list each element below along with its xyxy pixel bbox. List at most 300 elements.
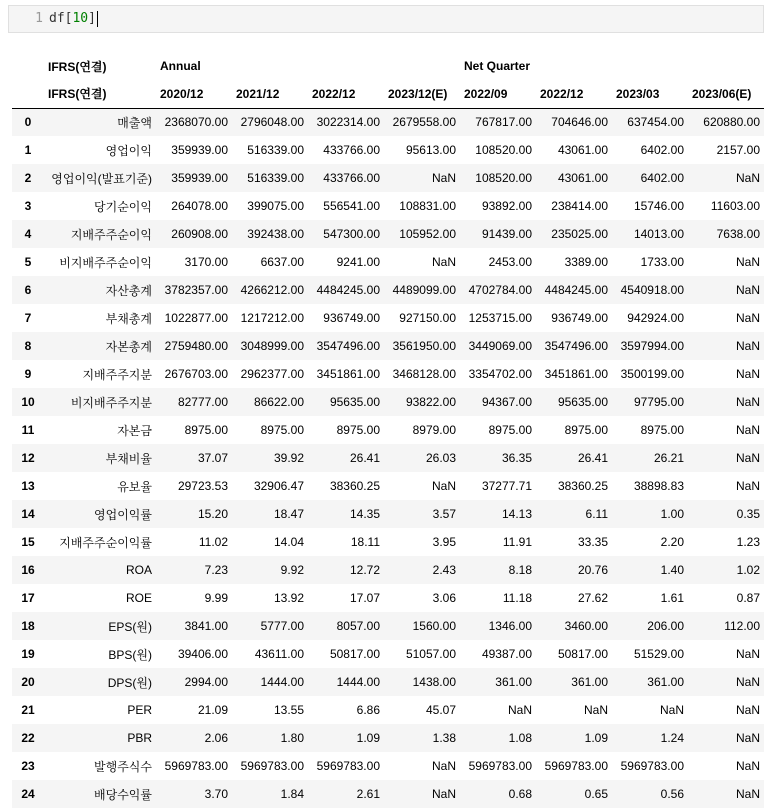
table-cell: 3451861.00 <box>316 367 380 381</box>
row-index: 20 <box>21 675 35 689</box>
row-index: 14 <box>21 507 35 521</box>
table-cell: 3170.00 <box>184 255 228 269</box>
table-cell: 1.09 <box>584 731 608 745</box>
header-index-name: IFRS(연결) <box>44 80 156 108</box>
table-cell: 2962377.00 <box>240 367 304 381</box>
table-cell: 3841.00 <box>184 619 228 633</box>
table-cell: 361.00 <box>495 675 532 689</box>
table-cell: 927150.00 <box>399 311 456 325</box>
table-cell: 936749.00 <box>323 311 380 325</box>
table-cell: NaN <box>431 759 456 773</box>
table-cell: 3500199.00 <box>620 367 684 381</box>
table-cell: NaN <box>735 703 760 717</box>
row-label: 당기순이익 <box>94 199 152 214</box>
table-cell: NaN <box>735 451 760 465</box>
table-row <box>12 640 764 668</box>
row-label: 지배주주순이익률 <box>59 535 152 550</box>
table-cell: 36.35 <box>501 451 532 465</box>
row-label: 부채비율 <box>105 451 152 466</box>
table-cell: 8975.00 <box>564 423 608 437</box>
table-cell: 1.84 <box>280 787 304 801</box>
table-cell: NaN <box>735 787 760 801</box>
table-cell: 26.41 <box>349 451 380 465</box>
table-cell: 433766.00 <box>323 143 380 157</box>
header-group-net-quarter: Net Quarter <box>464 59 531 73</box>
table-cell: 13.55 <box>273 703 304 717</box>
table-cell: 1.38 <box>432 731 456 745</box>
row-index: 6 <box>24 283 32 297</box>
table-cell: 37277.71 <box>481 479 532 493</box>
table-cell: 238414.00 <box>551 199 608 213</box>
table-row <box>12 696 764 724</box>
code-suffix: ] <box>88 11 96 26</box>
header-blank <box>612 52 688 80</box>
table-cell: 105952.00 <box>399 227 456 241</box>
table-cell: 27.62 <box>577 591 608 605</box>
table-cell: 4266212.00 <box>240 283 304 297</box>
table-row <box>12 276 764 304</box>
table-cell: 33.35 <box>577 535 608 549</box>
table-cell: NaN <box>735 479 760 493</box>
row-index: 15 <box>21 535 35 549</box>
table-cell: 38898.83 <box>633 479 684 493</box>
table-cell: 49387.00 <box>481 647 532 661</box>
table-row <box>12 304 764 332</box>
table-cell: 2679558.00 <box>392 115 456 130</box>
table-cell: 2.20 <box>660 535 684 549</box>
table-cell: 0.56 <box>660 787 684 801</box>
row-label: 발행주식수 <box>94 759 152 774</box>
row-index: 23 <box>21 759 35 773</box>
table-cell: 620880.00 <box>703 115 760 130</box>
row-index: 8 <box>24 339 32 353</box>
table-cell: 1022877.00 <box>164 311 228 325</box>
table-cell: 361.00 <box>647 675 684 689</box>
table-cell: 2.43 <box>432 563 456 577</box>
header-blank <box>308 52 384 80</box>
table-cell: 1.40 <box>660 563 684 577</box>
row-label: 지배주주지분 <box>82 367 152 382</box>
row-index: 11 <box>21 423 35 437</box>
table-cell: 39406.00 <box>177 647 228 661</box>
table-cell: 3.06 <box>432 591 456 605</box>
header-blank <box>384 52 460 80</box>
header-blank <box>536 52 612 80</box>
table-cell: 361.00 <box>571 675 608 689</box>
table-cell: 43061.00 <box>557 171 608 185</box>
row-label: 자산총계 <box>105 283 152 298</box>
table-cell: 95635.00 <box>557 395 608 409</box>
table-cell: 3.70 <box>204 787 228 801</box>
table-cell: 11.18 <box>502 591 532 605</box>
table-row <box>12 108 764 136</box>
code-cell-input[interactable] <box>8 5 764 33</box>
table-cell: 8979.00 <box>412 423 456 437</box>
row-index: 22 <box>21 731 35 745</box>
table-cell: NaN <box>735 647 760 661</box>
table-cell: 91439.00 <box>481 227 532 241</box>
table-cell: NaN <box>735 171 760 185</box>
table-cell: 108520.00 <box>475 171 532 185</box>
code-editor[interactable] <box>49 6 96 32</box>
table-cell: 1733.00 <box>640 255 684 269</box>
table-cell: 767817.00 <box>475 115 532 130</box>
row-index: 0 <box>24 115 32 130</box>
table-row <box>12 780 764 808</box>
column-header: 2023/03 <box>612 80 688 108</box>
table-cell: 1253715.00 <box>468 311 532 325</box>
table-cell: NaN <box>431 255 456 269</box>
code-index-number: 10 <box>72 11 89 26</box>
row-label: DPS(원) <box>107 675 152 690</box>
table-cell: 0.35 <box>736 507 760 521</box>
table-cell: 8975.00 <box>184 423 228 437</box>
row-label: 배당수익률 <box>94 787 152 802</box>
table-cell: 5969783.00 <box>468 759 532 773</box>
table-cell: 50817.00 <box>557 647 608 661</box>
table-cell: 3354702.00 <box>468 367 532 381</box>
table-cell: 6402.00 <box>640 143 684 157</box>
table-cell: 94367.00 <box>481 395 532 409</box>
table-cell: 3468128.00 <box>392 367 456 381</box>
table-cell: 95635.00 <box>329 395 380 409</box>
row-label: 자본금 <box>117 423 152 438</box>
row-label: 지배주주순이익 <box>70 227 152 242</box>
row-index: 5 <box>24 255 32 269</box>
table-row <box>12 164 764 192</box>
table-cell: 206.00 <box>647 619 684 633</box>
table-cell: 17.07 <box>349 591 380 605</box>
table-cell: 0.65 <box>584 787 608 801</box>
table-cell: 8057.00 <box>336 619 380 633</box>
table-body <box>12 108 764 808</box>
table-row <box>12 192 764 220</box>
table-cell: 547300.00 <box>323 227 380 241</box>
header-row-groups <box>12 52 764 80</box>
table-cell: 112.00 <box>724 619 760 633</box>
table-cell: 8975.00 <box>336 423 380 437</box>
row-index: 10 <box>21 395 35 409</box>
table-cell: 45.07 <box>425 703 456 717</box>
table-cell: 0.68 <box>508 787 532 801</box>
header-blank <box>688 52 764 80</box>
table-cell: 3048999.00 <box>240 339 304 353</box>
table-cell: 556541.00 <box>323 199 380 213</box>
table-row <box>12 472 764 500</box>
row-index: 1 <box>24 143 32 157</box>
row-index: 17 <box>21 591 35 605</box>
table-cell: 1.00 <box>660 507 684 521</box>
table-cell: NaN <box>735 367 760 381</box>
row-label: 매출액 <box>117 115 152 130</box>
table-cell: 21.09 <box>197 703 228 717</box>
row-label: PER <box>127 703 152 717</box>
table-cell: 6402.00 <box>640 171 684 185</box>
table-cell: NaN <box>735 395 760 409</box>
table-cell: 1.24 <box>660 731 684 745</box>
table-cell: 5969783.00 <box>316 759 380 773</box>
table-cell: 18.11 <box>350 535 380 549</box>
table-cell: 6.11 <box>585 507 608 521</box>
table-cell: 14.35 <box>349 507 380 521</box>
table-cell: 50817.00 <box>329 647 380 661</box>
table-cell: 9.99 <box>204 591 228 605</box>
table-row <box>12 416 764 444</box>
table-cell: 1.23 <box>736 535 760 549</box>
table-cell: 7638.00 <box>716 227 760 241</box>
table-cell: 637454.00 <box>627 115 684 130</box>
table-cell: 32906.47 <box>253 479 304 493</box>
table-cell: 3449069.00 <box>468 339 532 353</box>
table-cell: 3561950.00 <box>392 339 456 353</box>
table-cell: 704646.00 <box>551 115 608 130</box>
table-row <box>12 444 764 472</box>
column-header: 2023/12(E) <box>384 80 460 108</box>
table-row <box>12 528 764 556</box>
table-cell: 3547496.00 <box>544 339 608 353</box>
table-cell: NaN <box>735 255 760 269</box>
table-cell: 7.23 <box>204 563 228 577</box>
row-label: 비지배주주순이익 <box>59 255 152 270</box>
table-cell: 3022314.00 <box>316 115 380 130</box>
table-cell: 9.92 <box>280 563 304 577</box>
table-cell: 5969783.00 <box>620 759 684 773</box>
table-cell: 399075.00 <box>247 199 304 213</box>
table-cell: 2.61 <box>356 787 380 801</box>
table-cell: 4702784.00 <box>468 283 532 297</box>
table-cell: 38360.25 <box>557 479 608 493</box>
table-cell: 20.76 <box>577 563 608 577</box>
table-row <box>12 220 764 248</box>
table-cell: NaN <box>735 423 760 437</box>
row-index: 3 <box>24 199 32 213</box>
row-index: 13 <box>21 479 35 493</box>
table-cell: 0.87 <box>736 591 760 605</box>
table-cell: 29723.53 <box>177 479 228 493</box>
row-label: ROE <box>125 591 152 605</box>
table-cell: 942924.00 <box>627 311 684 325</box>
table-cell: 433766.00 <box>323 171 380 185</box>
table-cell: 26.03 <box>425 451 456 465</box>
table-cell: 6.86 <box>356 703 380 717</box>
table-cell: NaN <box>507 703 532 717</box>
table-cell: 3.95 <box>432 535 456 549</box>
column-header: 2021/12 <box>232 80 308 108</box>
table-row <box>12 136 764 164</box>
table-cell: 3782357.00 <box>164 283 228 297</box>
table-cell: 264078.00 <box>171 199 228 213</box>
table-cell: 2157.00 <box>716 143 760 157</box>
table-row <box>12 332 764 360</box>
table-cell: 2676703.00 <box>164 367 228 381</box>
table-row <box>12 752 764 780</box>
table-cell: 3451861.00 <box>544 367 608 381</box>
table-cell: 26.41 <box>577 451 608 465</box>
table-cell: 260908.00 <box>171 227 228 241</box>
header-index-corner <box>12 80 44 108</box>
table-cell: 4540918.00 <box>620 283 684 297</box>
table-cell: 39.92 <box>273 451 304 465</box>
table-cell: 11.91 <box>502 535 532 549</box>
table-cell: NaN <box>735 675 760 689</box>
table-row <box>12 360 764 388</box>
table-cell: 9241.00 <box>336 255 380 269</box>
table-cell: 43611.00 <box>254 647 304 661</box>
row-label: 영업이익률 <box>94 507 152 522</box>
table-cell: 15746.00 <box>633 199 684 213</box>
table-cell: 95613.00 <box>405 143 456 157</box>
table-cell: 2453.00 <box>488 255 532 269</box>
row-label: ROA <box>125 563 152 577</box>
table-cell: 359939.00 <box>171 171 228 185</box>
table-cell: 2796048.00 <box>240 115 304 130</box>
table-cell: 14.13 <box>501 507 532 521</box>
table-cell: NaN <box>431 787 456 801</box>
row-index: 21 <box>21 703 35 717</box>
column-header: 2020/12 <box>156 80 232 108</box>
table-cell: 8975.00 <box>640 423 684 437</box>
table-cell: NaN <box>735 759 760 773</box>
table-cell: 1.08 <box>508 731 532 745</box>
table-cell: 5969783.00 <box>544 759 608 773</box>
table-cell: 1346.00 <box>488 619 532 633</box>
table-row <box>12 584 764 612</box>
table-cell: 1.80 <box>280 731 304 745</box>
table-cell: NaN <box>431 171 456 185</box>
table-cell: 1.02 <box>736 563 760 577</box>
header-blank <box>232 52 308 80</box>
table-row <box>12 500 764 528</box>
table-cell: 1.61 <box>660 591 684 605</box>
table-cell: 3597994.00 <box>620 339 684 353</box>
table-cell: 11.02 <box>198 535 228 549</box>
table-row <box>12 724 764 752</box>
table-cell: 93822.00 <box>405 395 456 409</box>
row-index: 4 <box>24 227 32 241</box>
table-cell: 82777.00 <box>177 395 228 409</box>
table-cell: 13.92 <box>273 591 304 605</box>
table-cell: 43061.00 <box>557 143 608 157</box>
table-cell: 2994.00 <box>184 675 228 689</box>
row-label: EPS(원) <box>108 619 152 634</box>
table-row <box>12 668 764 696</box>
text-cursor <box>97 11 98 27</box>
table-cell: 38360.25 <box>329 479 380 493</box>
table-cell: 1560.00 <box>412 619 456 633</box>
table-row <box>12 556 764 584</box>
table-cell: NaN <box>735 731 760 745</box>
table-cell: NaN <box>735 311 760 325</box>
table-cell: 15.20 <box>197 507 228 521</box>
row-label: 비지배주주지분 <box>70 395 152 410</box>
dataframe-output-table <box>12 52 764 808</box>
table-cell: 516339.00 <box>247 171 304 185</box>
table-cell: 8975.00 <box>488 423 532 437</box>
table-cell: 26.21 <box>653 451 684 465</box>
header-row-periods <box>12 80 764 108</box>
table-cell: NaN <box>583 703 608 717</box>
row-index: 16 <box>21 563 35 577</box>
table-cell: 3.57 <box>432 507 456 521</box>
table-cell: 1438.00 <box>412 675 456 689</box>
row-label: 자본총계 <box>105 339 152 354</box>
table-cell: 5969783.00 <box>240 759 304 773</box>
table-cell: 4484245.00 <box>544 283 608 297</box>
table-cell: NaN <box>735 283 760 297</box>
table-cell: 51529.00 <box>633 647 684 661</box>
line-number: 1 <box>35 11 43 26</box>
table-cell: 8975.00 <box>260 423 304 437</box>
row-index: 2 <box>24 171 32 185</box>
table-cell: 37.07 <box>197 451 228 465</box>
table-cell: 516339.00 <box>247 143 304 157</box>
column-header: 2022/12 <box>536 80 612 108</box>
table-cell: 2759480.00 <box>164 339 228 353</box>
header-index-corner <box>12 52 44 80</box>
row-label: BPS(원) <box>108 647 152 662</box>
row-index: 19 <box>21 647 35 661</box>
table-cell: 14.04 <box>273 535 304 549</box>
table-cell: 86622.00 <box>253 395 304 409</box>
table-cell: 4489099.00 <box>392 283 456 297</box>
header-index-name: IFRS(연결) <box>48 59 107 74</box>
table-cell: 1.09 <box>356 731 380 745</box>
table-row <box>12 388 764 416</box>
table-cell: NaN <box>431 479 456 493</box>
row-index: 18 <box>21 619 35 633</box>
table-cell: 2.06 <box>204 731 228 745</box>
table-cell: 5969783.00 <box>164 759 228 773</box>
table-row <box>12 612 764 640</box>
row-label: 영업이익 <box>105 143 152 158</box>
table-cell: 235025.00 <box>551 227 608 241</box>
table-cell: 108831.00 <box>399 199 456 213</box>
table-cell: 5777.00 <box>260 619 304 633</box>
table-cell: 12.72 <box>349 563 380 577</box>
table-cell: 3460.00 <box>564 619 608 633</box>
table-cell: 936749.00 <box>551 311 608 325</box>
table-row <box>12 248 764 276</box>
row-index: 9 <box>24 367 32 381</box>
table-cell: 108520.00 <box>475 143 532 157</box>
column-header: 2022/12 <box>308 80 384 108</box>
table-cell: 359939.00 <box>171 143 228 157</box>
code-prefix: df[ <box>49 11 73 26</box>
table-cell: 4484245.00 <box>316 283 380 297</box>
table-cell: 3389.00 <box>564 255 608 269</box>
table-cell: NaN <box>735 339 760 353</box>
column-header: 2022/09 <box>460 80 536 108</box>
table-cell: 392438.00 <box>247 227 304 241</box>
table-cell: 1444.00 <box>336 675 380 689</box>
header-group-annual: Annual <box>160 59 201 73</box>
table-cell: 1217212.00 <box>240 311 304 325</box>
table-cell: 11603.00 <box>710 199 760 213</box>
row-index: 24 <box>21 787 35 801</box>
table-cell: NaN <box>659 703 684 717</box>
table-cell: 97795.00 <box>633 395 684 409</box>
table-cell: 14013.00 <box>633 227 684 241</box>
row-index: 12 <box>21 451 35 465</box>
table-cell: 6637.00 <box>260 255 304 269</box>
table-cell: 93892.00 <box>481 199 532 213</box>
row-label: 유보율 <box>117 479 152 494</box>
table-cell: 2368070.00 <box>164 115 228 130</box>
table-cell: 51057.00 <box>405 647 456 661</box>
row-label: 영업이익(발표기준) <box>51 171 152 186</box>
table-cell: 18.47 <box>273 507 304 521</box>
row-label: 부채총계 <box>105 311 152 326</box>
